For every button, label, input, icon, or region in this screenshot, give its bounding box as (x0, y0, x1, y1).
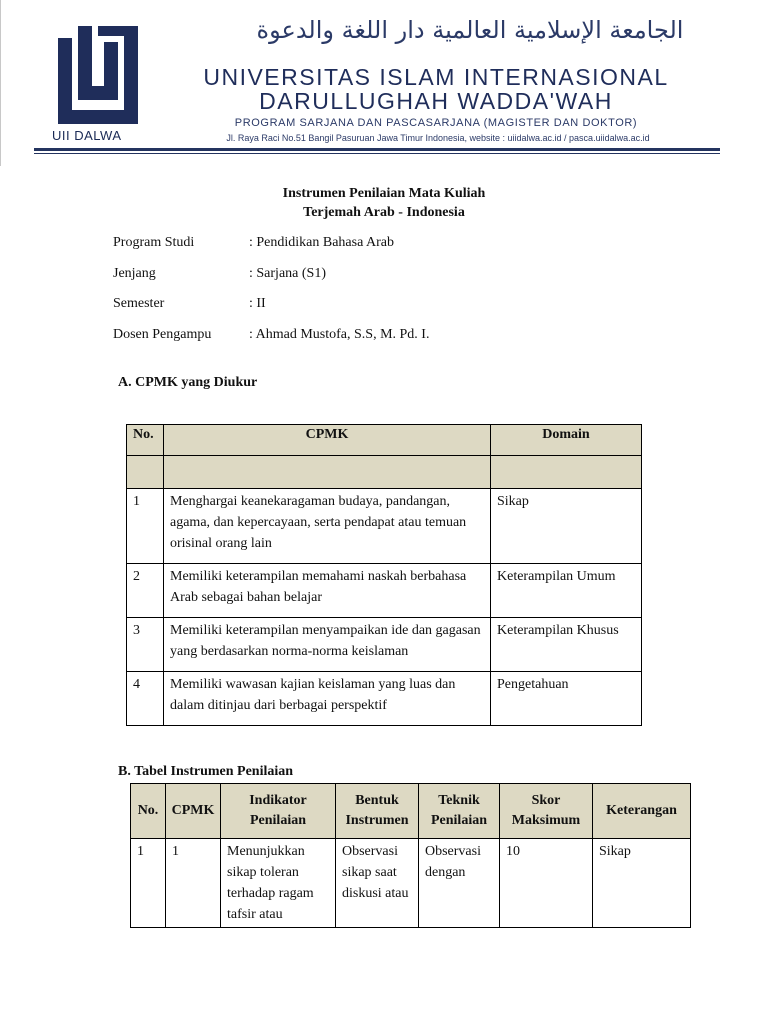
cell-domain: Pengetahuan (491, 672, 642, 726)
university-logo (52, 22, 144, 132)
info-value-program-studi: : Pendidikan Bahasa Arab (249, 235, 395, 250)
empty-cell (164, 456, 491, 489)
letterhead (0, 0, 768, 166)
cell-cpmk: Memiliki wawasan kajian keislaman yang luas dan dalam ditinjau dari berbagai perspektif (164, 672, 491, 726)
table-row (127, 672, 642, 726)
cell-indikator: Menunjukkan sikap toleran terhadap ragam tafsir atau (221, 839, 336, 928)
address-line: Jl. Raya Raci No.51 Bangil Pasuruan Jawa Timur Indonesia, website : uiidalwa.ac.id / pasca.uiidalwa.ac.id (226, 133, 650, 143)
instrument-table (130, 783, 691, 928)
cell-no: 1 (131, 839, 166, 928)
header-no: No. (127, 425, 164, 456)
document-title-line1: Instrumen Penilaian Mata Kuliah (282, 186, 486, 201)
document-title-line2: Terjemah Arab - Indonesia (303, 205, 465, 220)
cell-skor: 10 (500, 839, 593, 928)
cell-bentuk: Observasi sikap saat diskusi atau (336, 839, 419, 928)
table-row (127, 564, 642, 618)
header-keterangan: Keterangan (593, 784, 691, 839)
university-name-line1: UNIVERSITAS ISLAM INTERNASIONAL (203, 64, 669, 90)
page-edge-line (0, 0, 1, 166)
section-a-heading: A. CPMK yang Diukur (118, 375, 258, 390)
cell-teknik: Observasi dengan (419, 839, 500, 928)
info-value-semester: : II (249, 296, 266, 311)
table-row (127, 489, 642, 564)
table-empty-row (127, 456, 642, 489)
cell-domain: Sikap (491, 489, 642, 564)
cell-cpmk: Memiliki keterampilan memahami naskah berbahasa Arab sebagai bahan belajar (164, 564, 491, 618)
info-label-program-studi: Program Studi (113, 235, 195, 250)
arabic-university-name: الجامعة الإسلامية العالمية دار اللغة والدعوة (256, 16, 684, 44)
info-value-jenjang: : Sarjana (S1) (249, 266, 326, 281)
program-line: PROGRAM SARJANA DAN PASCASARJANA (MAGISTER DAN DOKTOR) (234, 117, 638, 129)
table-header-row (127, 425, 642, 456)
info-label-jenjang: Jenjang (113, 266, 156, 281)
header-rule-thick (34, 148, 720, 151)
header-bentuk: Bentuk Instrumen (336, 784, 419, 839)
info-value-dosen: : Ahmad Mustofa, S.S, M. Pd. I. (249, 327, 430, 342)
header-skor: Skor Maksimum (500, 784, 593, 839)
cell-no: 1 (127, 489, 164, 564)
empty-cell (491, 456, 642, 489)
cell-domain: Keterampilan Umum (491, 564, 642, 618)
cell-no: 4 (127, 672, 164, 726)
cpmk-table (126, 424, 642, 726)
header-no: No. (131, 784, 166, 839)
table-row (131, 839, 691, 928)
header-indikator: Indikator Penilaian (221, 784, 336, 839)
header-cpmk: CPMK (166, 784, 221, 839)
table-row (127, 618, 642, 672)
header-teknik: Teknik Penilaian (419, 784, 500, 839)
cell-cpmk: Menghargai keanekaragaman budaya, pandangan, agama, dan kepercayaan, serta pendapat atau temuan orisinal orang lain (164, 489, 491, 564)
info-label-dosen: Dosen Pengampu (113, 327, 212, 342)
cell-no: 2 (127, 564, 164, 618)
cell-domain: Keterampilan Khusus (491, 618, 642, 672)
table-header-row (131, 784, 691, 839)
header-rule-thin (34, 153, 720, 154)
cell-cpmk: Memiliki keterampilan menyampaikan ide dan gagasan yang berdasarkan norma-norma keislaman (164, 618, 491, 672)
header-domain: Domain (491, 425, 642, 456)
section-b-heading: B. Tabel Instrumen Penilaian (118, 764, 294, 779)
header-cpmk: CPMK (164, 425, 491, 456)
cell-keterangan: Sikap (593, 839, 691, 928)
logo-caption: UII DALWA (52, 128, 122, 143)
empty-cell (127, 456, 164, 489)
cell-cpmk: 1 (166, 839, 221, 928)
info-label-semester: Semester (113, 296, 165, 311)
cell-no: 3 (127, 618, 164, 672)
university-name-line2: DARULLUGHAH WADDA'WAH (259, 88, 613, 114)
